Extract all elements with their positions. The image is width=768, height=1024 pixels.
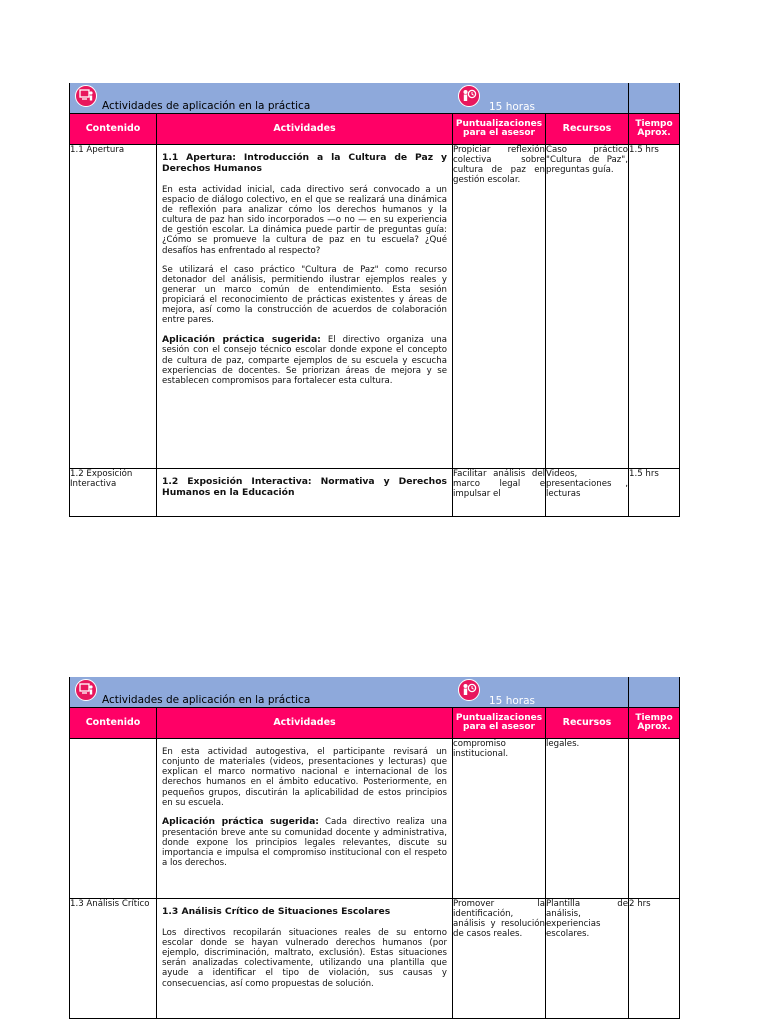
table-row	[70, 739, 680, 899]
row-contenido: 1.2 Exposición Interactiva	[70, 469, 157, 517]
row-activity-description	[157, 469, 453, 517]
activity-title: 1.1 Apertura: Introducción a la Cultura de Paz y Derechos Humanos	[162, 152, 447, 174]
column-asesor: Puntualizaciones para el asesor	[453, 114, 546, 145]
row-recursos: Videos, presentaciones , lecturas	[546, 469, 629, 517]
row-asesor: Promover la identificación, análisis y resolución de casos reales.	[453, 899, 546, 1019]
row-recursos: Caso práctico "Cultura de Paz", preguntas guía.	[546, 145, 629, 469]
row-contenido: 1.1 Apertura	[70, 145, 157, 469]
presentation-icon	[75, 679, 97, 701]
presentation-icon	[75, 85, 97, 107]
column-contenido: Contenido	[70, 114, 157, 145]
activity-paragraph: En esta actividad autogestiva, el participante revisará un conjunto de materiales (videos, presentaciones y lecturas) que explican el marco normativo nacional e internacional de los derechos humanos en el ámbito educativo. Posteriormente, en pequeños grupos, discutirán la aplicabilidad de estos principios en su escuela.	[162, 747, 447, 808]
table-row	[70, 145, 680, 469]
row-recursos: legales.	[546, 739, 629, 899]
column-contenido: Contenido	[70, 708, 157, 739]
row-activity-description	[157, 739, 453, 899]
row-tiempo: 2 hrs	[629, 899, 680, 1019]
column-headers	[70, 114, 680, 145]
activities-table-page1	[69, 83, 680, 517]
practical-application-label: Aplicación práctica sugerida:	[162, 815, 319, 827]
row-contenido: 1.3 Análisis Crítico	[70, 899, 157, 1019]
activity-title: 1.2 Exposición Interactiva: Normativa y Derechos Humanos en la Educación	[162, 476, 447, 498]
table-row	[70, 899, 680, 1019]
row-asesor: compromiso institucional.	[453, 739, 546, 899]
row-asesor: Propiciar reflexión colectiva sobre cultura de paz en gestión escolar.	[453, 145, 546, 469]
table-section-title: Actividades de aplicación en la práctica	[102, 694, 311, 706]
activity-paragraph: Aplicación práctica sugerida: El directivo organiza una sesión con el consejo técnico escolar donde expone el concepto de cultura de paz, comparte ejemplos de su escuela y escucha experiencias de docentes. Se priorizan áreas de mejora y se establecen compromisos para fortalecer esta cultura.	[162, 333, 447, 386]
activities-table-page2	[69, 677, 680, 1019]
column-asesor: Puntualizaciones para el asesor	[453, 708, 546, 739]
activity-title: 1.3 Análisis Crítico de Situaciones Escolares	[162, 906, 391, 917]
column-actividades: Actividades	[157, 708, 453, 739]
table-row	[70, 469, 680, 517]
row-tiempo: 1.5 hrs	[629, 145, 680, 469]
clock-person-icon	[458, 679, 480, 701]
column-actividades: Actividades	[157, 114, 453, 145]
row-recursos: Plantilla de análisis, experiencias escolares.	[546, 899, 629, 1019]
row-asesor: Facilitar análisis del marco legal e impulsar el	[453, 469, 546, 517]
activity-paragraph: Se utilizará el caso práctico "Cultura de Paz" como recurso detonador del análisis, permitiendo ilustrar ejemplos reales y generar un marco común de entendimiento. Esta sesión propiciará el reconocimiento de prácticas existentes y áreas de mejora, así como la construcción de acuerdos de colaboración entre pares.	[162, 264, 447, 326]
row-tiempo	[629, 739, 680, 899]
total-hours: 15 horas	[489, 101, 535, 113]
column-headers	[70, 708, 680, 739]
column-recursos: Recursos	[546, 114, 629, 145]
table-header-banner	[70, 677, 680, 708]
practical-application-label: Aplicación práctica sugerida:	[162, 333, 321, 345]
total-hours: 15 horas	[489, 695, 535, 707]
clock-person-icon	[458, 85, 480, 107]
column-tiempo: Tiempo Aprox.	[629, 708, 680, 739]
column-recursos: Recursos	[546, 708, 629, 739]
column-tiempo: Tiempo Aprox.	[629, 114, 680, 145]
row-activity-description	[157, 145, 453, 469]
row-tiempo: 1.5 hrs	[629, 469, 680, 517]
table-section-title: Actividades de aplicación en la práctica	[102, 100, 311, 112]
table-header-banner	[70, 83, 680, 114]
activity-paragraph: Los directivos recopilarán situaciones reales de su entorno escolar donde se hayan vulnerado derechos humanos (por ejemplo, discriminación, maltrato, exclusión). Estas situaciones serán analizadas colectivamente, utilizando una plantilla que ayude a identificar el tipo de violación, sus causas y consecuencias, así como propuestas de solución.	[162, 927, 447, 989]
activity-paragraph: En esta actividad inicial, cada directivo será convocado a un espacio de diálogo colectivo, en el que se realizará una dinámica de reflexión para analizar cómo los derechos humanos y la cultura de paz han sido incorporados —o no — en su experiencia de gestión escolar. La dinámica puede partir de preguntas guía: ¿Cómo se promueve la cultura de paz en tu escuela? ¿Qué desafíos has enfrentado al respecto?	[162, 184, 447, 256]
row-contenido	[70, 739, 157, 899]
activity-paragraph: Aplicación práctica sugerida: Cada directivo realiza una presentación breve ante su comunidad docente y administrativa, donde expone los principios legales relevantes, discute su importancia e impulsa el compromiso institucional con el respeto a los derechos.	[162, 815, 447, 869]
row-activity-description	[157, 899, 453, 1019]
